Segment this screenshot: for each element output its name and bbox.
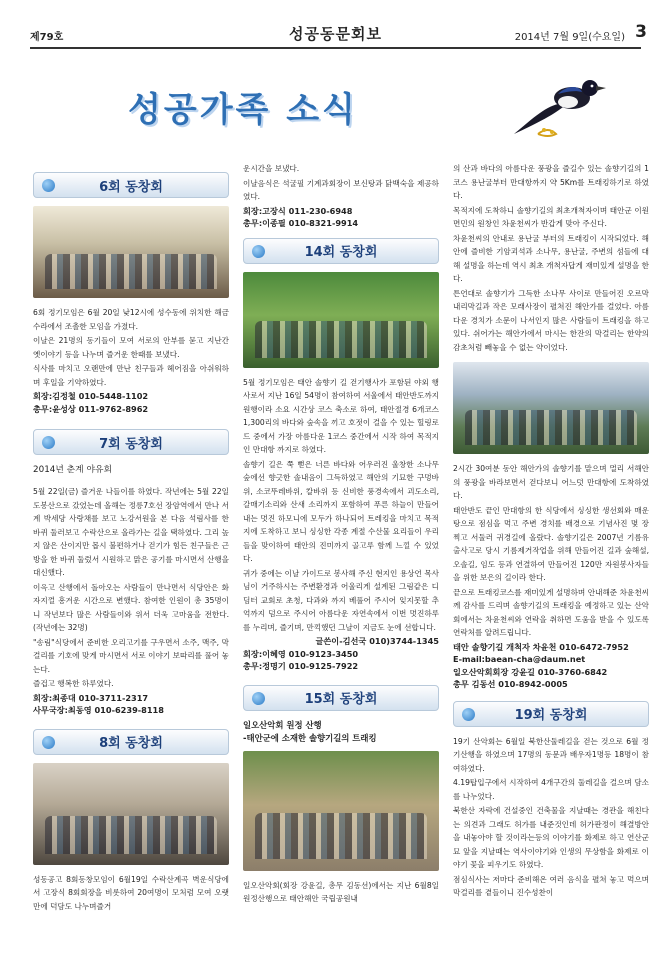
contact-line: 사무국장:최동영 010-6239-8118 (33, 705, 164, 715)
column-3 (453, 162, 649, 901)
contact-line: 총무:이종필 010-8321-9914 (243, 218, 359, 228)
issue-number: 제79호 (30, 32, 64, 43)
article-text: 귀가 중에는 이날 가이드로 봉사해 주신 현지인 용상언 목사님이 거주하시는 주변환경과 어울리게 설계된 그림같은 디딤터 교회로 초청, 다과와 까지 베풀어 주시어 잊지못할 추억까지 덤으로 주시어 아름다운 자연속에서 이번 멋진하루를 누리며, 즐기며, 만끽했던 그날이 지금도 눈에 선합니다. (243, 568, 439, 632)
bullet-icon (42, 736, 55, 749)
section-header-class14: 14회 동창회 (243, 238, 439, 264)
bullet-icon (252, 692, 265, 705)
article-text: 태안반도 끝인 만대항의 한 식당에서 싱싱한 생선회와 매운탕으로 점심을 먹고 주변 경치를 배경으로 기념사진 몇 장 찍고 서둘러 귀경길에 올랐다. 솔향기길은 2007년 기름유출사고로 당시 기름제거작업을 위해 만들어진 길과 숲해설, 오솔길, 임도 등과 연결하여 만들어진 120만 자원봉사자들을 위한 보은의 길이라 한다. (453, 505, 649, 582)
section-banner-title: 성공가족 소식 (128, 90, 358, 130)
article-text: 2시간 30여분 동안 해안가의 솔향기를 맡으며 멀리 서해안의 풍광을 바라보면서 걷다보니 어느덧 만대항에 도착하였다. (453, 464, 649, 500)
bullet-icon (462, 708, 475, 721)
photo-coast-hikers (453, 362, 649, 454)
article-subtitle: 2014년 춘계 야유회 (33, 465, 112, 475)
section-header-class7: 7회 동창회 (33, 429, 229, 455)
article-text: 끝으로 트래킹코스를 재미있게 설명하며 안내해준 차윤천씨께 감사를 드리며 솔향기길의 트래킹을 예정하고 있는 산악회에서는 차윤천씨와 연락을 취하면 도움을 받을 수 있도록 연락처를 알려드립니다. (453, 587, 649, 637)
bullet-icon (42, 436, 55, 449)
contact-line: E-mail:baean-cha@daum.net (453, 654, 586, 664)
article-subtitle: -태안군에 소재한 솔향기길의 트래킹 (243, 732, 377, 743)
article-text: 의 산과 바다의 아름다운 풍광을 즐길수 있는 솔향기길의 1코스 용난굴부터 만대항까지 약 5Km를 트래킹하기로 하였다. (453, 164, 649, 200)
article-text: 이날은 21명의 동기들이 모여 서로의 안부를 묻고 지난간 옛이야기 등을 나누며 즐거운 한때를 보냈다. (33, 336, 229, 359)
article-text: 성동공고 8회동창모임이 6월19일 수락산계곡 벽운식당에서 고장식 8회회장을 비롯하여 20여명이 모처럼 모여 오랫만에 덕담도 나누며즐거 (33, 874, 229, 911)
article-text: 일오산악회(회장 강윤길, 총무 김동선)에서는 지난 6월8일 원정산행으로 태안해안 국립공원내 (243, 880, 439, 903)
page-header (24, 22, 647, 44)
photo-class14-group (243, 272, 439, 368)
section-header-class8: 8회 동창회 (33, 729, 229, 755)
contact-line: 태안 솔향기길 개척자 차윤천 010-6472-7952 (453, 641, 629, 652)
article-text: 운시간을 보냈다. (243, 164, 300, 173)
article-text: 솔향기 길은 쭉 뻗은 너른 바다와 어우러진 울창한 소나무 숲에선 향긋한 솔내음이 그득하였고 해안의 기묘한 구멍바위, 소코뚜레바위, 칼바위 등 신비한 풍경속에서 괴도소리, 갈매기소리와 산새 소리까지 포함하여 푸른 하늘이 만들어 내는 멋진 하모니에 모두가 하나되어 트레킹을 마치고 목적지에 도착하고 보니 싱싱한 각종 계절 수산물 요리들이 우리들을 맞이하여 태안의 진미까지 골고루 함께 느낄 수 있었다. (243, 459, 439, 563)
article-text: 5월 정기모임은 태안 솔향기 길 걷기행사가 포함된 야외 행사로서 지난 16일 54명이 참여하여 서울에서 태안반도까지 원행이라 소요 시간상 코스 축소로 하여, 태안절경 6개코스 1,300리의 바다와 숲속을 끼고 호젓이 걸을 수 있는 힐링로드 중에서 가장 아름다운 1코스 중간에서 시작 하여 목적지인 만대항 까지로 하였다. (243, 377, 439, 454)
section-header-class19: 19회 동창회 (453, 701, 649, 727)
section-header-class6: 6회 동창회 (33, 172, 229, 198)
issue-date: 2014년 7월 9일(수요일) (514, 32, 625, 43)
contact-line: 회장:김정철 010-5448-1102 (33, 391, 149, 401)
article-subtitle: 일오산악회 원정 산행 (243, 719, 322, 730)
column-2 (243, 162, 439, 907)
bullet-icon (252, 245, 265, 258)
contact-line: 회장:이혜영 010-9123-3450 (243, 648, 359, 659)
article-text: "송림"식당에서 준비한 오리고기를 구우면서 소주, 맥주, 막걸리를 기호에 맞게 마시면서 서로 이야기 보따리를 풀어 놓는다. (33, 637, 229, 674)
photo-class15-hikers (243, 751, 439, 871)
article-text: 6회 정기모임은 6월 20일 낮12시에 성수동에 위치한 해금수라에서 조촐한 모임을 가졌다. (33, 308, 229, 331)
section-header-class15: 15회 동창회 (243, 685, 439, 711)
contact-line: 총무 김동선 010-8942-0005 (453, 679, 568, 689)
column-1 (33, 168, 229, 914)
contact-line: 회장:고장식 011-230-6948 (243, 205, 353, 216)
header-rule (30, 47, 641, 49)
contact-line: 회장:최종대 010-3711-2317 (33, 692, 149, 703)
contact-line: 일오산악회회장 강윤길 010-3760-6842 (453, 666, 608, 677)
bullet-icon (42, 179, 55, 192)
article-text: 튼언대로 솔향기가 그득한 소나무 사이로 만들어진 오르막 내리막길과 작은 모래사장이 펼쳐진 해안가를 걸었다. 아름다운 경치가 소문이 나서인지 많은 사람들이 트래킹을 하고 있다. 쉬어가는 해안가에서 마시는 한잔의 막걸리는 한약의 감초처럼 빼놓을 수 없는 약이었다. (453, 288, 649, 352)
paper-name: 성공동문회보 (289, 25, 382, 43)
article-text: 식사를 마치고 오랜만에 만난 친구들과 헤어짐을 아쉬워하며 후일을 기약하였다. (33, 364, 229, 387)
article-text: 이날음식은 석굴필 기계과회장이 보신탕과 닭백숙을 제공하였다. (243, 178, 439, 201)
magpie-illustration (508, 64, 608, 144)
article-byline: 글쓴이-김선국 010)3744-1345 (315, 636, 439, 646)
article-text: 즐겁고 행복한 하루였다. (33, 679, 114, 688)
article-text: 점심식사는 저마다 준비해온 여러 음식을 펼쳐 놓고 먹으며 막걸리를 곁들이니 진수성찬이 (453, 874, 649, 897)
article-text: 19기 산악회는 6월일 북한산둘레길을 걷는 것으로 6월 정기산행을 하였으며 17명의 동문과 배우자1명등 18명이 참여하였다. (453, 736, 649, 773)
article-text: 목적지에 도착하니 솔향기길의 최초개척자이며 태안군 이원면민의 원창인 차윤천씨가 반갑게 맞아 주신다. (453, 205, 649, 228)
article-text: 5월 22일(금) 즐거운 나들이를 하였다. 작년에는 5월 22일 도봉산으로 갔었는데 올해는 정릉7호선 장암역에서 만나 서계 박세당 사랑채를 보고 노강서원을 본 다음 석림사를 한 바퀴 둘러보고 수락산으로 올라가는 길을 택하였다. 그리 높지 않은 산이지만 몹시 불편하거나 걷기가 힘든 친구들은 근방을 한 바퀴 둘렀서 시원하고 맑은 공기를 마시면서 산행을 대신했다. (33, 487, 229, 577)
page-number: 3 (635, 22, 647, 42)
photo-class8-group (33, 763, 229, 865)
article-text: 차윤천씨의 안내로 용난굴 부터의 트래킹이 시작되었다. 해안에 즐비한 기암괴석과 소나무, 용난굴, 주변의 섬들에 대해 설명을 하는데 역시 최초 개척자답게 재미있게 설명을 한다. (453, 233, 649, 283)
contact-line: 총무:정명기 010-9125-7922 (243, 661, 359, 671)
article-text: 4.19탑입구에서 시작하여 4개구간의 둘레길을 걸으며 담소를 나누었다. (453, 778, 649, 801)
contact-line: 총무:윤성상 011-9762-8962 (33, 403, 149, 414)
article-text: 북한산 자락에 건설중인 건축물을 지날때는 경관을 해친다는 의견과 그래도 허가를 내준것인데 허가판정이 해결방안을 내놓아야 할 것이라는등의 이야기를 화제로 하고 연산군묘 앞을 지날때는 역사이야기와 인생의 무상함을 화제로 이야기 꽃을 피우기도 하였다. (453, 806, 649, 869)
photo-class6-gathering (33, 206, 229, 298)
article-text: 이윽고 산행에서 돌아오는 사람들이 만나면서 식당안은 화자지껄 흥겨운 시간으로 변했다. 참여한 인원이 총 35명이니 작년보다 많은 사람들이와 위서 더욱 고마움을 전한다.(작년에는 32명) (33, 582, 229, 632)
